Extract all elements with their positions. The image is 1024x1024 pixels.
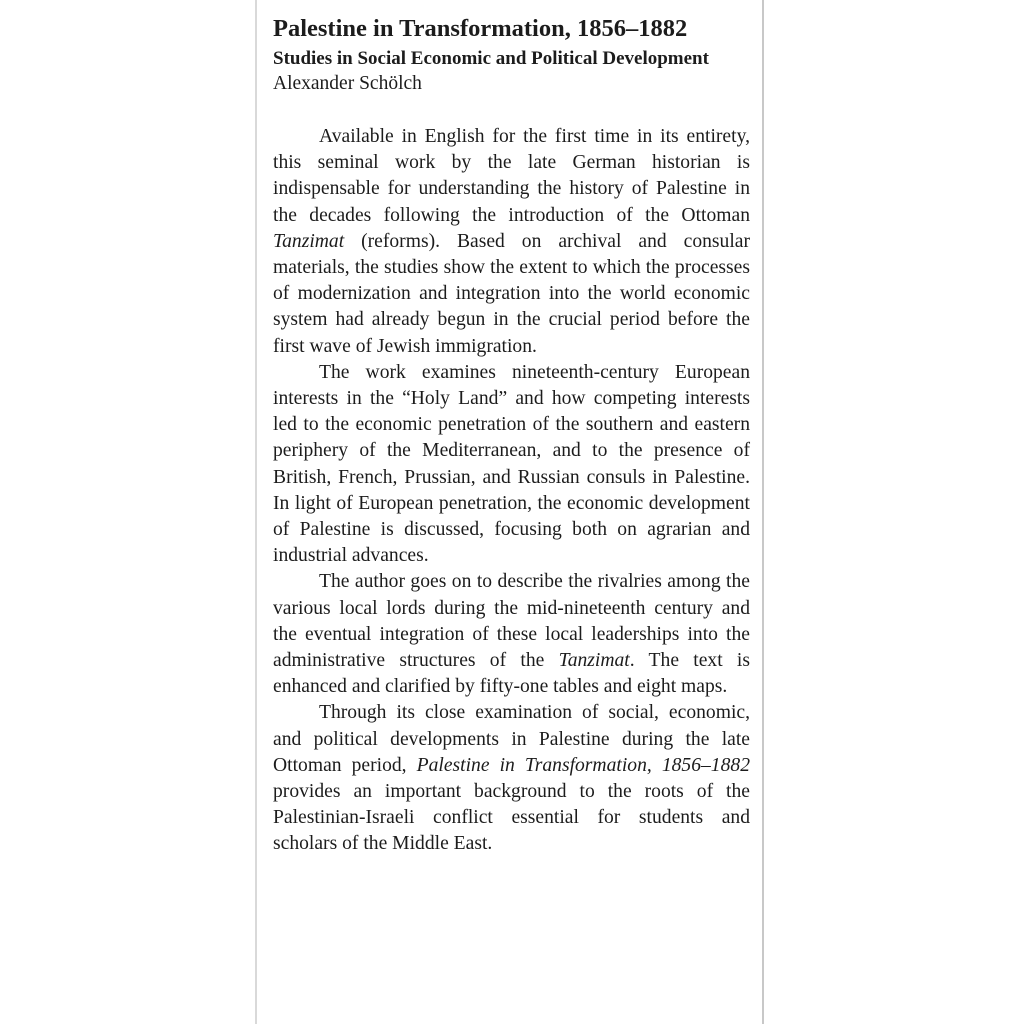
- book-author: Alexander Schölch: [273, 73, 422, 94]
- text-column: [273, 14, 750, 858]
- italic-phrase: Tanzimat: [558, 650, 630, 672]
- description-body: [273, 124, 750, 858]
- book-subtitle: Studies in Social Economic and Political Development: [273, 48, 709, 69]
- italic-phrase: Tanzimat: [273, 230, 345, 252]
- description-paragraph: [273, 360, 750, 570]
- description-paragraph: [273, 700, 750, 857]
- text-run: Available in English for the first time in its entirety, this seminal work by the late German historian is indispensable for understanding the history of Palestine in the decades following the introduction of the Ottoman: [273, 126, 750, 226]
- book-title: Palestine in Transformation, 1856–1882: [273, 15, 688, 42]
- text-run: The work examines nineteenth-century European interests in the “Holy Land” and how competing interests led to the economic penetration of the southern and eastern periphery of the Mediterranean, and to the presence of British, French, Prussian, and Russian consuls in Palestine. In light of European penetration, the economic development of Palestine is discussed, focusing both on agrarian and industrial advances.: [273, 361, 750, 567]
- scan-left-edge: [255, 0, 257, 1024]
- description-paragraph: [273, 124, 750, 360]
- italic-phrase: Palestine in Transformation, 1856–1882: [416, 754, 750, 776]
- text-run: (reforms). Based on archival and consular materials, the studies show the extent to which the processes of modernization and integration into the world economic system had already begun in the crucial period before the first wave of Jewish immigration.: [273, 230, 750, 357]
- text-run: . The text is enhanced and clarified by fifty-one tables and eight maps.: [273, 650, 751, 698]
- scan-right-edge: [762, 0, 764, 1024]
- description-paragraph: [273, 569, 750, 700]
- text-run: Through its close examination of social, economic, and political developments in Palestine during the late Ottoman period,: [273, 702, 750, 776]
- text-run: provides an important background to the roots of the Palestinian-Israeli conflict essential for students and scholars of the Middle East.: [273, 781, 750, 855]
- text-run: The author goes on to describe the rivalries among the various local lords during the mid-nineteenth century and the eventual integration of these local leaderships into the administrative structures of the: [273, 571, 750, 672]
